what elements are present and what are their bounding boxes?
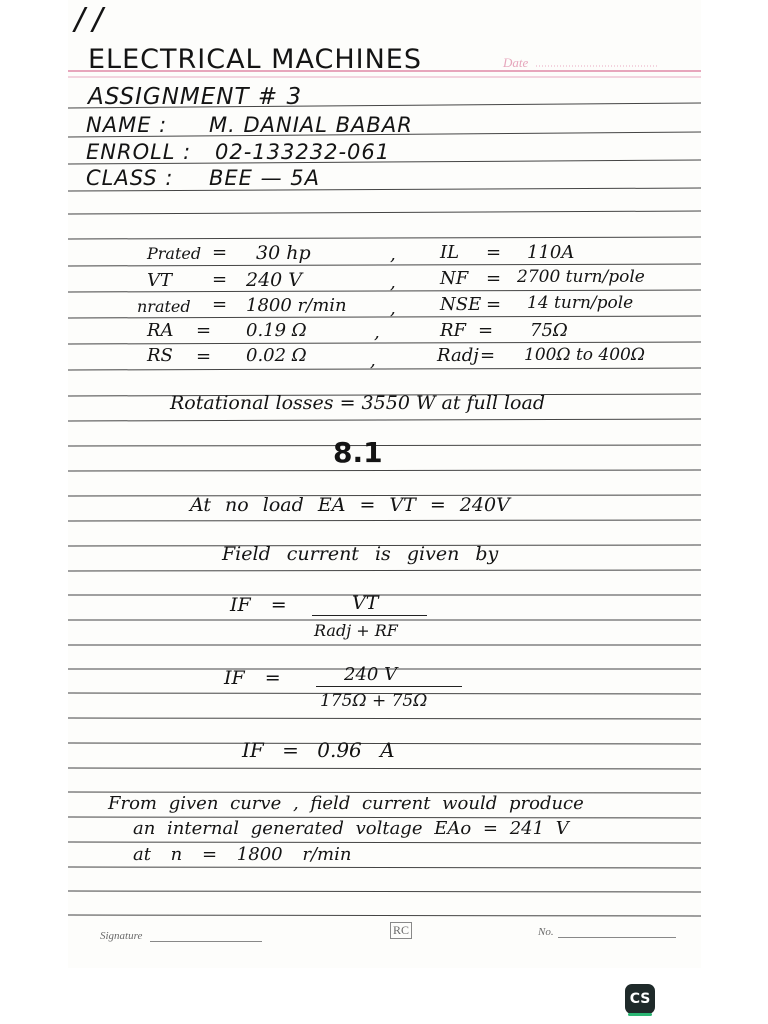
enroll-label: ENROLL :: [86, 140, 192, 164]
given-right-eq: =: [486, 242, 502, 263]
given-left-sym: RS: [147, 345, 173, 366]
signature-label: Signature: [100, 930, 143, 942]
field-current-statement: Field current is given by: [222, 543, 499, 565]
given-left-sep: ,: [390, 298, 396, 319]
camscanner-logo-icon: [625, 984, 655, 1014]
given-left-eq: =: [196, 320, 212, 341]
given-right-sym: NF: [440, 268, 469, 289]
fraction-bar: [312, 615, 427, 616]
given-right-eq: =: [480, 345, 496, 366]
given-right-eq: =: [486, 294, 502, 315]
camscanner-logo-text: CS: [629, 991, 651, 1007]
class-value: BEE — 5A: [209, 166, 321, 190]
given-left-val: 30 hp: [256, 242, 311, 264]
given-right-val: 75Ω: [530, 320, 568, 341]
given-left-eq: =: [196, 346, 212, 367]
formula-numerator: VT: [352, 592, 379, 614]
given-left-val: 0.02 Ω: [246, 345, 307, 366]
no-load-statement: At no load EA = VT = 240V: [190, 494, 510, 516]
formula-lhs: IF =: [230, 594, 287, 616]
given-right-eq: =: [478, 320, 494, 341]
given-left-sym: Prated: [147, 244, 202, 263]
enroll-value: 02-133232-061: [215, 140, 391, 164]
given-left-eq: =: [212, 242, 228, 263]
date-label: Date: [503, 55, 529, 70]
given-right-val: 2700 turn/pole: [517, 267, 645, 287]
name-value: M. DANIAL BABAR: [209, 113, 413, 137]
page-number-line: [558, 937, 676, 938]
given-right-sym: IL: [440, 242, 460, 263]
class-label: CLASS :: [86, 166, 174, 190]
given-left-val: 0.19 Ω: [246, 320, 307, 341]
stamp-mark: RC: [390, 922, 412, 939]
substitution-numerator: 240 V: [344, 664, 398, 685]
formula-denominator: Radj + RF: [314, 621, 398, 640]
given-left-val: 240 V: [246, 269, 303, 291]
substitution-denominator: 175Ω + 75Ω: [320, 691, 428, 711]
given-right-sym: RF: [440, 320, 467, 341]
given-right-val: 100Ω to 400Ω: [524, 345, 645, 365]
assignment-title: ASSIGNMENT # 3: [88, 84, 303, 110]
given-left-sep: ,: [374, 322, 380, 343]
conclusion-line-2: an internal generated voltage EAo = 241 V: [133, 818, 569, 839]
given-right-val: 14 turn/pole: [527, 293, 634, 313]
name-label: NAME :: [86, 113, 168, 137]
rotational-losses: Rotational losses = 3550 W at full load: [170, 392, 545, 414]
course-title: ELECTRICAL MACHINES: [88, 44, 422, 75]
substitution-lhs: IF =: [224, 667, 281, 689]
given-right-val: 110A: [527, 242, 575, 263]
conclusion-line-1: From given curve , field current would produce: [108, 793, 584, 814]
section-heading: 8.1: [333, 436, 383, 469]
given-left-sym: RA: [147, 320, 174, 341]
conclusion-line-3: at n = 1800 r/min: [133, 844, 352, 865]
given-right-sym: NSE: [440, 294, 482, 315]
given-left-eq: =: [212, 269, 228, 290]
signature-line: [150, 941, 262, 942]
given-left-val: 1800 r/min: [246, 295, 347, 316]
page-slashes: //: [72, 2, 109, 37]
fraction-bar: [316, 686, 462, 687]
given-left-sym: nrated: [137, 297, 191, 316]
field-current-result: IF = 0.96 A: [242, 738, 395, 762]
given-left-sym: VT: [147, 270, 173, 291]
given-left-sep: ,: [370, 350, 376, 371]
given-right-eq: =: [486, 268, 502, 289]
page-number-label: No.: [538, 926, 554, 938]
given-left-eq: =: [212, 294, 228, 315]
given-left-sep: ,: [390, 272, 396, 293]
given-right-sym: Radj: [437, 345, 479, 366]
given-left-sep: ,: [390, 244, 396, 265]
